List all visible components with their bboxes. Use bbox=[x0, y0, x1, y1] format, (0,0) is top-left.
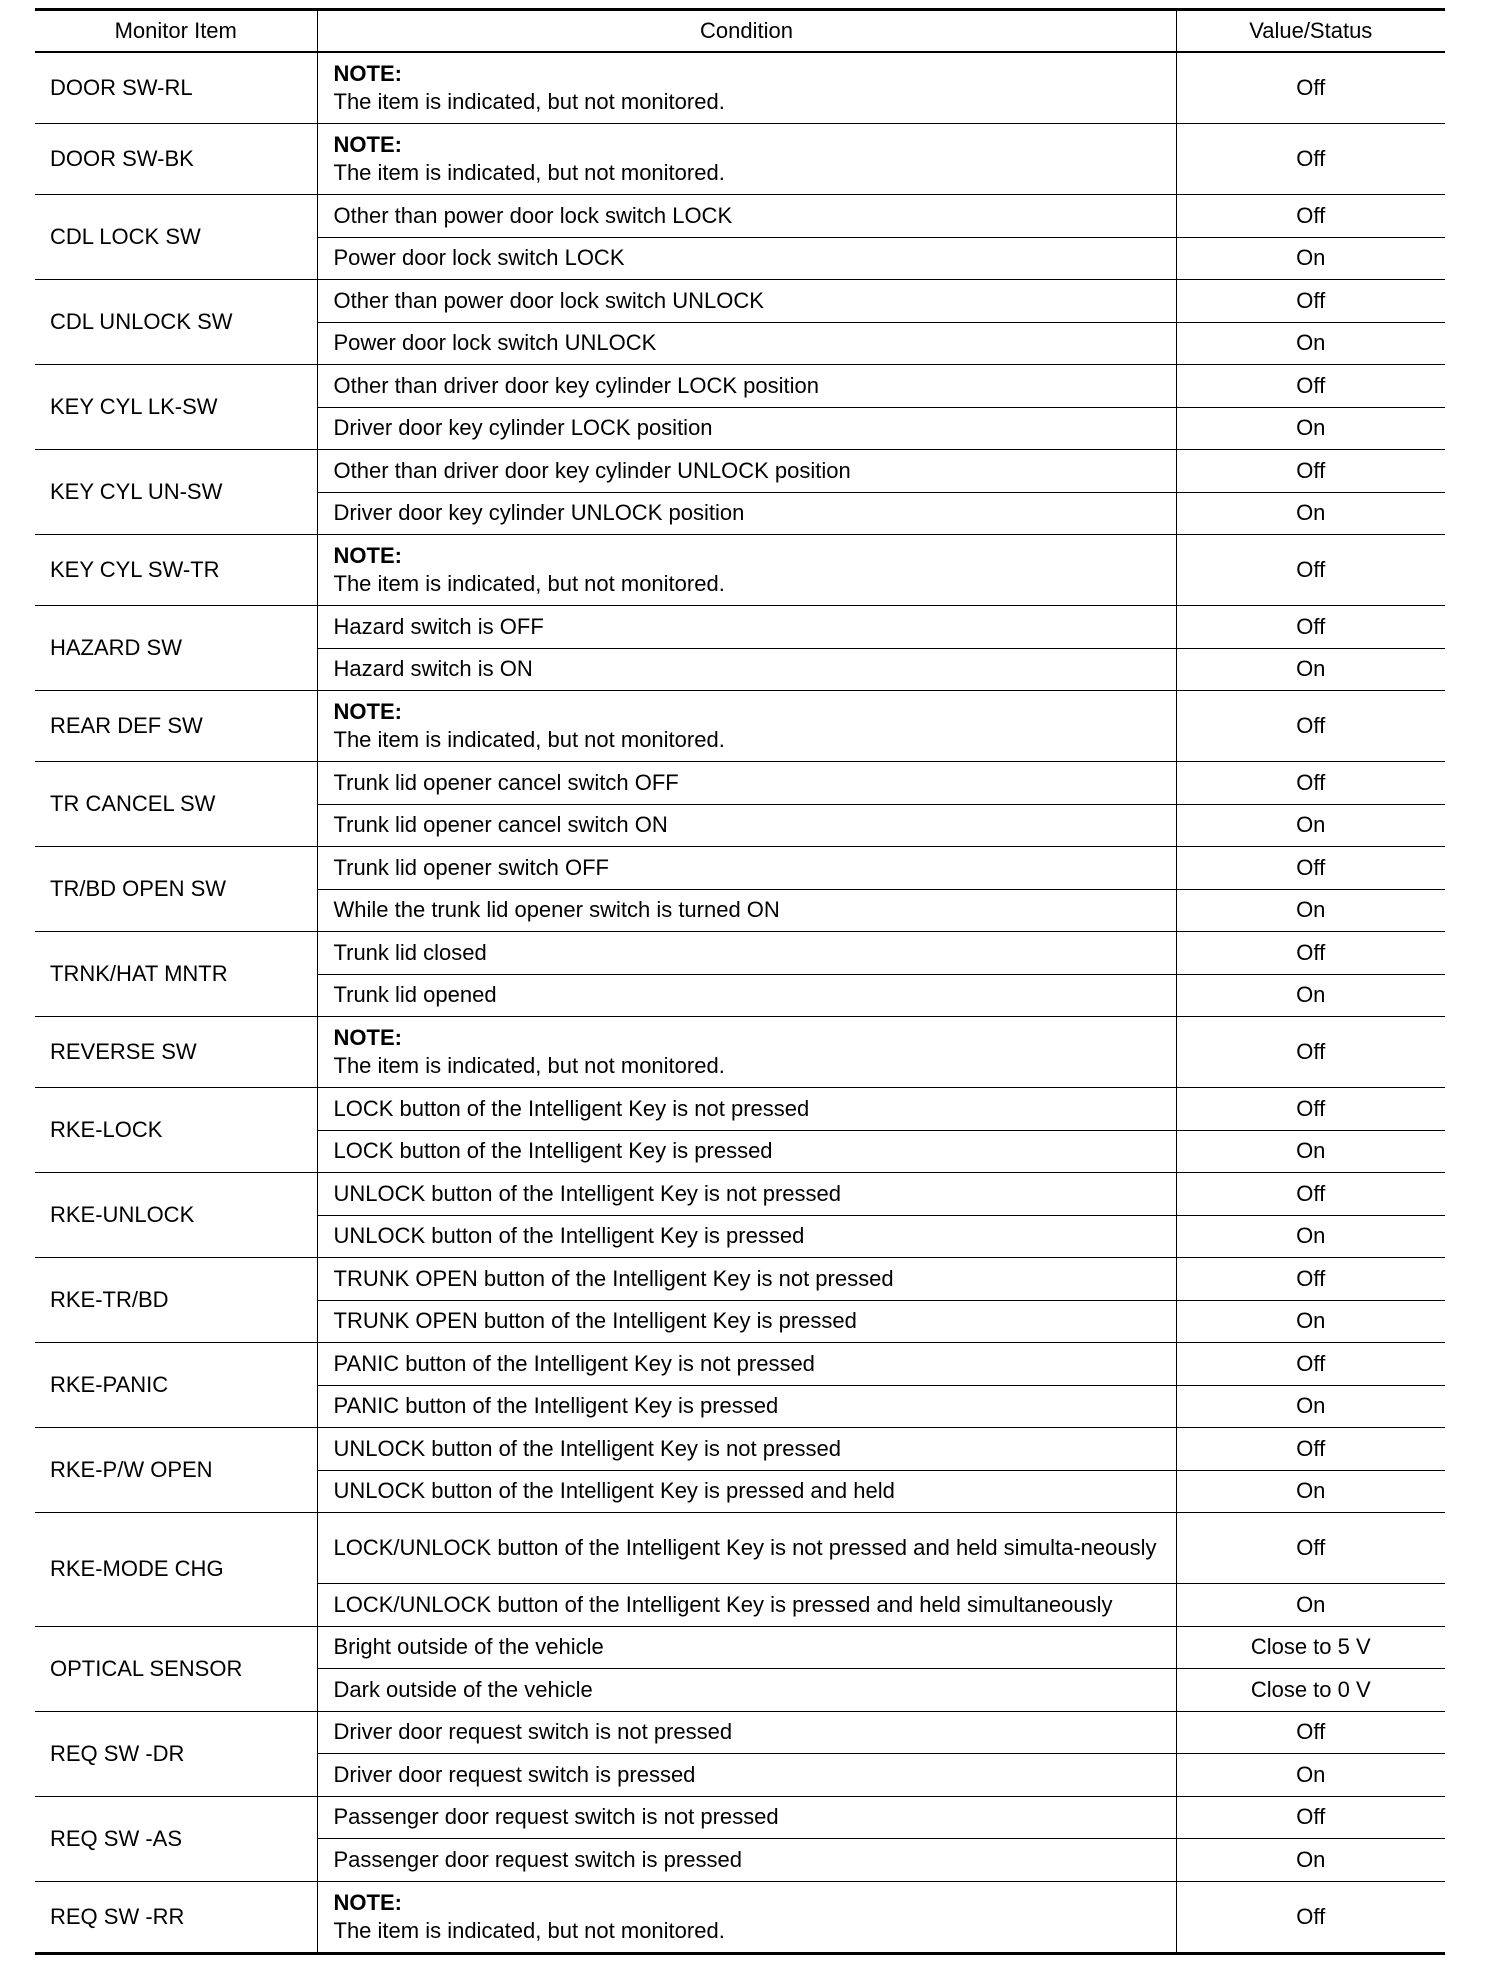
value-status-cell: Off bbox=[1176, 762, 1445, 805]
condition-text: PANIC button of the Intelligent Key is pressed bbox=[333, 1393, 779, 1419]
condition-cell bbox=[317, 804, 1176, 847]
condition-cell bbox=[317, 1796, 1176, 1839]
condition-cell bbox=[317, 535, 1176, 606]
value-status-cell: On bbox=[1176, 974, 1445, 1017]
header-monitor-item: Monitor Item bbox=[35, 10, 317, 53]
condition-cell bbox=[317, 1470, 1176, 1513]
note-text: The item is indicated, but not monitored. bbox=[333, 727, 725, 752]
monitor-item-cell: RKE-MODE CHG bbox=[35, 1513, 317, 1627]
table-row bbox=[35, 280, 1445, 323]
value-status-cell: On bbox=[1176, 1130, 1445, 1173]
value-status-cell: Off bbox=[1176, 691, 1445, 762]
note-title: NOTE: bbox=[333, 699, 402, 724]
table-row bbox=[35, 1626, 1445, 1669]
note-title: NOTE: bbox=[333, 1025, 402, 1050]
condition-cell bbox=[317, 1754, 1176, 1797]
condition-cell bbox=[317, 1626, 1176, 1669]
monitor-item-cell: RKE-UNLOCK bbox=[35, 1173, 317, 1258]
condition-text: Hazard switch is ON bbox=[333, 656, 533, 682]
monitor-item-cell: RKE-P/W OPEN bbox=[35, 1428, 317, 1513]
value-status-cell: On bbox=[1176, 1300, 1445, 1343]
condition-cell bbox=[317, 280, 1176, 323]
condition-cell bbox=[317, 1343, 1176, 1386]
value-status-cell: On bbox=[1176, 322, 1445, 365]
table-row bbox=[35, 1796, 1445, 1839]
condition-cell bbox=[317, 365, 1176, 408]
condition-text: Trunk lid opened bbox=[333, 982, 497, 1008]
table-row bbox=[35, 1711, 1445, 1754]
note-title: NOTE: bbox=[333, 543, 402, 568]
value-status-cell: Close to 5 V bbox=[1176, 1626, 1445, 1669]
value-status-cell: Off bbox=[1176, 1796, 1445, 1839]
value-status-cell: Off bbox=[1176, 1428, 1445, 1471]
table-row bbox=[35, 450, 1445, 493]
value-status-cell: On bbox=[1176, 889, 1445, 932]
condition-cell bbox=[317, 237, 1176, 280]
condition-cell bbox=[317, 889, 1176, 932]
condition-cell bbox=[317, 847, 1176, 890]
table-row bbox=[35, 932, 1445, 975]
value-status-cell: Off bbox=[1176, 1711, 1445, 1754]
note-title: NOTE: bbox=[333, 61, 402, 86]
condition-text: Other than power door lock switch UNLOCK bbox=[333, 287, 764, 313]
monitor-item-cell: TR/BD OPEN SW bbox=[35, 847, 317, 932]
condition-text: UNLOCK button of the Intelligent Key is not pressed bbox=[333, 1435, 842, 1461]
condition-cell bbox=[317, 606, 1176, 649]
monitor-item-cell: KEY CYL LK-SW bbox=[35, 365, 317, 450]
condition-text: Other than driver door key cylinder LOCK position bbox=[333, 372, 819, 398]
table-row bbox=[35, 762, 1445, 805]
value-status-cell: Off bbox=[1176, 195, 1445, 238]
condition-cell bbox=[317, 1088, 1176, 1131]
monitor-item-cell: DOOR SW-BK bbox=[35, 124, 317, 195]
table-row bbox=[35, 691, 1445, 762]
condition-text: Bright outside of the vehicle bbox=[333, 1634, 604, 1660]
condition-text: Other than power door lock switch LOCK bbox=[333, 202, 733, 228]
table-row bbox=[35, 1258, 1445, 1301]
table-row bbox=[35, 606, 1445, 649]
monitor-item-cell: REQ SW -RR bbox=[35, 1881, 317, 1953]
table-row bbox=[35, 1428, 1445, 1471]
value-status-cell: Off bbox=[1176, 932, 1445, 975]
condition-text: Power door lock switch LOCK bbox=[333, 245, 625, 271]
monitor-table bbox=[35, 8, 1445, 1955]
condition-text: Passenger door request switch is pressed bbox=[333, 1846, 742, 1872]
condition-text: UNLOCK button of the Intelligent Key is pressed and held bbox=[333, 1478, 895, 1504]
monitor-item-cell: CDL LOCK SW bbox=[35, 195, 317, 280]
value-status-cell: On bbox=[1176, 1584, 1445, 1627]
condition-cell bbox=[317, 1385, 1176, 1428]
value-status-cell: Off bbox=[1176, 1258, 1445, 1301]
header-condition: Condition bbox=[317, 10, 1176, 53]
monitor-item-cell: REQ SW -AS bbox=[35, 1796, 317, 1881]
condition-text: Driver door request switch is not pressed bbox=[333, 1719, 733, 1745]
condition-text: While the trunk lid opener switch is turned ON bbox=[333, 897, 780, 923]
value-status-cell: On bbox=[1176, 1385, 1445, 1428]
table-row bbox=[35, 1088, 1445, 1131]
condition-cell bbox=[317, 1428, 1176, 1471]
table-body bbox=[35, 52, 1445, 1953]
condition-cell bbox=[317, 1669, 1176, 1712]
condition-cell bbox=[317, 1215, 1176, 1258]
condition-text: Passenger door request switch is not pressed bbox=[333, 1804, 779, 1830]
value-status-cell: On bbox=[1176, 1470, 1445, 1513]
note-text: The item is indicated, but not monitored. bbox=[333, 1053, 725, 1078]
value-status-cell: On bbox=[1176, 1839, 1445, 1882]
condition-cell bbox=[317, 1258, 1176, 1301]
monitor-item-cell: RKE-LOCK bbox=[35, 1088, 317, 1173]
monitor-item-cell: OPTICAL SENSOR bbox=[35, 1626, 317, 1711]
value-status-cell: Off bbox=[1176, 1513, 1445, 1584]
condition-cell bbox=[317, 1130, 1176, 1173]
value-status-cell: Close to 0 V bbox=[1176, 1669, 1445, 1712]
value-status-cell: On bbox=[1176, 492, 1445, 535]
note-text: The item is indicated, but not monitored. bbox=[333, 160, 725, 185]
condition-text: Driver door key cylinder LOCK position bbox=[333, 415, 713, 441]
value-status-cell: On bbox=[1176, 407, 1445, 450]
monitor-item-cell: DOOR SW-RL bbox=[35, 52, 317, 124]
monitor-item-cell: HAZARD SW bbox=[35, 606, 317, 691]
table-row bbox=[35, 1017, 1445, 1088]
condition-text: LOCK/UNLOCK button of the Intelligent Key is pressed and held simultaneously bbox=[333, 1591, 1113, 1617]
condition-text: Trunk lid opener switch OFF bbox=[333, 854, 609, 880]
condition-text: LOCK button of the Intelligent Key is pressed bbox=[333, 1138, 773, 1164]
condition-cell bbox=[317, 124, 1176, 195]
table-row bbox=[35, 1173, 1445, 1216]
condition-cell bbox=[317, 1173, 1176, 1216]
monitor-item-cell: TR CANCEL SW bbox=[35, 762, 317, 847]
value-status-cell: Off bbox=[1176, 847, 1445, 890]
condition-cell bbox=[317, 648, 1176, 691]
condition-cell bbox=[317, 1711, 1176, 1754]
value-status-cell: Off bbox=[1176, 52, 1445, 124]
header-value-status: Value/Status bbox=[1176, 10, 1445, 53]
value-status-cell: Off bbox=[1176, 1343, 1445, 1386]
monitor-item-cell: RKE-TR/BD bbox=[35, 1258, 317, 1343]
note-title: NOTE: bbox=[333, 132, 402, 157]
table-row bbox=[35, 535, 1445, 606]
condition-cell bbox=[317, 691, 1176, 762]
condition-text: UNLOCK button of the Intelligent Key is pressed bbox=[333, 1223, 805, 1249]
condition-cell bbox=[317, 322, 1176, 365]
table-row bbox=[35, 1881, 1445, 1953]
condition-text: Hazard switch is OFF bbox=[333, 613, 544, 639]
monitor-item-cell: REQ SW -DR bbox=[35, 1711, 317, 1796]
condition-cell bbox=[317, 1881, 1176, 1953]
table-row bbox=[35, 195, 1445, 238]
monitor-item-cell: KEY CYL SW-TR bbox=[35, 535, 317, 606]
note-text: The item is indicated, but not monitored. bbox=[333, 89, 725, 114]
value-status-cell: Off bbox=[1176, 450, 1445, 493]
condition-cell bbox=[317, 1839, 1176, 1882]
value-status-cell: Off bbox=[1176, 124, 1445, 195]
value-status-cell: Off bbox=[1176, 365, 1445, 408]
condition-cell bbox=[317, 1300, 1176, 1343]
condition-cell bbox=[317, 1513, 1176, 1584]
monitor-item-cell: REVERSE SW bbox=[35, 1017, 317, 1088]
table-row bbox=[35, 1343, 1445, 1386]
condition-text: UNLOCK button of the Intelligent Key is not pressed bbox=[333, 1180, 842, 1206]
value-status-cell: On bbox=[1176, 1754, 1445, 1797]
condition-text: Trunk lid opener cancel switch OFF bbox=[333, 769, 679, 795]
monitor-item-cell: REAR DEF SW bbox=[35, 691, 317, 762]
monitor-table-container bbox=[35, 8, 1445, 1955]
note-text: The item is indicated, but not monitored. bbox=[333, 571, 725, 596]
condition-cell bbox=[317, 762, 1176, 805]
value-status-cell: Off bbox=[1176, 535, 1445, 606]
value-status-cell: Off bbox=[1176, 280, 1445, 323]
condition-cell bbox=[317, 1017, 1176, 1088]
condition-cell bbox=[317, 1584, 1176, 1627]
table-row bbox=[35, 365, 1445, 408]
value-status-cell: Off bbox=[1176, 1017, 1445, 1088]
table-row bbox=[35, 124, 1445, 195]
value-status-cell: Off bbox=[1176, 1881, 1445, 1953]
condition-text: TRUNK OPEN button of the Intelligent Key is not pressed bbox=[333, 1265, 894, 1291]
condition-cell bbox=[317, 450, 1176, 493]
condition-text: Driver door request switch is pressed bbox=[333, 1761, 696, 1787]
condition-text: LOCK button of the Intelligent Key is not pressed bbox=[333, 1095, 810, 1121]
value-status-cell: Off bbox=[1176, 1088, 1445, 1131]
condition-text: Trunk lid opener cancel switch ON bbox=[333, 812, 668, 838]
value-status-cell: On bbox=[1176, 1215, 1445, 1258]
condition-cell bbox=[317, 52, 1176, 124]
condition-cell bbox=[317, 407, 1176, 450]
monitor-item-cell: CDL UNLOCK SW bbox=[35, 280, 317, 365]
condition-text: Other than driver door key cylinder UNLOCK position bbox=[333, 457, 851, 483]
monitor-item-cell: RKE-PANIC bbox=[35, 1343, 317, 1428]
value-status-cell: On bbox=[1176, 237, 1445, 280]
note-title: NOTE: bbox=[333, 1889, 402, 1915]
condition-cell bbox=[317, 492, 1176, 535]
table-row bbox=[35, 847, 1445, 890]
condition-text: LOCK/UNLOCK button of the Intelligent Key is not pressed and held simulta-neously bbox=[333, 1535, 1157, 1560]
note-text: The item is indicated, but not monitored. bbox=[333, 1917, 725, 1943]
value-status-cell: Off bbox=[1176, 1173, 1445, 1216]
condition-text: TRUNK OPEN button of the Intelligent Key is pressed bbox=[333, 1308, 857, 1334]
header-row bbox=[35, 10, 1445, 53]
condition-text: Power door lock switch UNLOCK bbox=[333, 330, 657, 356]
condition-text: Dark outside of the vehicle bbox=[333, 1676, 593, 1702]
monitor-item-cell: TRNK/HAT MNTR bbox=[35, 932, 317, 1017]
condition-cell bbox=[317, 195, 1176, 238]
condition-text: PANIC button of the Intelligent Key is not pressed bbox=[333, 1350, 815, 1376]
table-row bbox=[35, 52, 1445, 124]
condition-cell bbox=[317, 974, 1176, 1017]
monitor-item-cell: KEY CYL UN-SW bbox=[35, 450, 317, 535]
value-status-cell: Off bbox=[1176, 606, 1445, 649]
condition-cell bbox=[317, 932, 1176, 975]
condition-text: Driver door key cylinder UNLOCK position bbox=[333, 500, 745, 526]
table-row bbox=[35, 1513, 1445, 1584]
value-status-cell: On bbox=[1176, 648, 1445, 691]
value-status-cell: On bbox=[1176, 804, 1445, 847]
condition-text: Trunk lid closed bbox=[333, 939, 487, 965]
